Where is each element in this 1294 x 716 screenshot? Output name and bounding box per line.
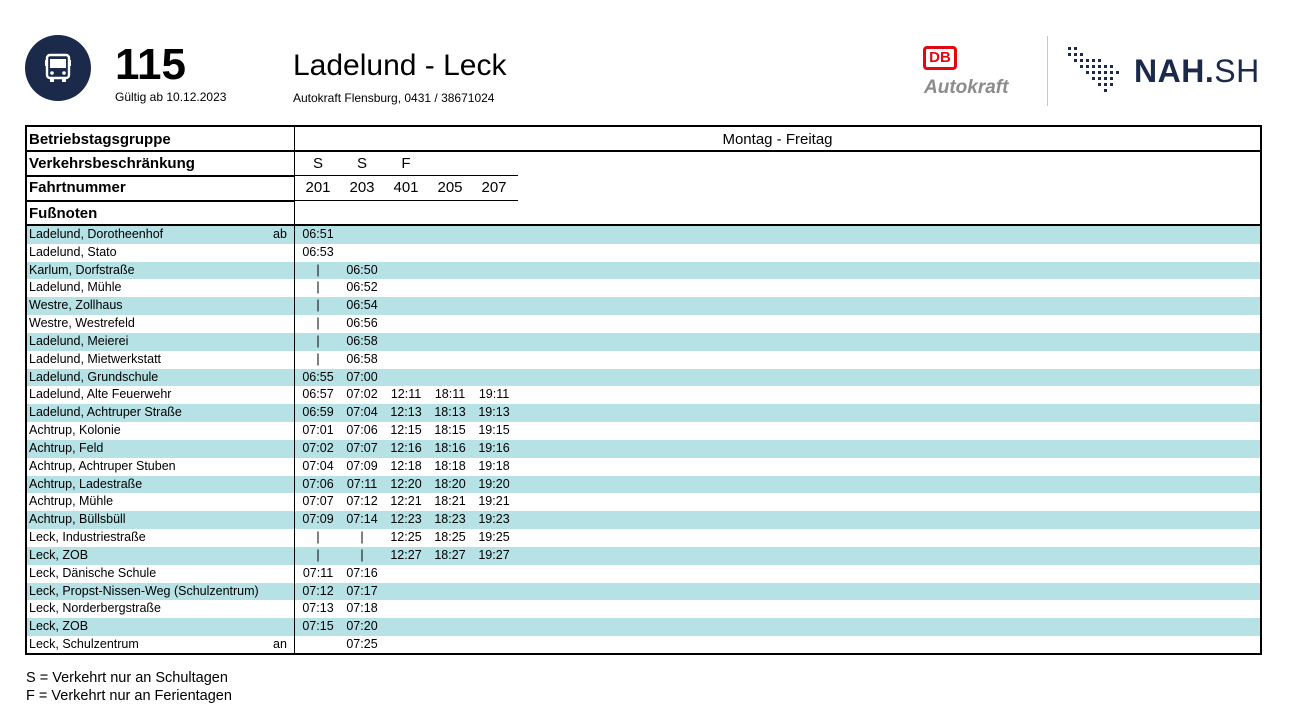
- time-cell: 07:07: [302, 494, 334, 509]
- stop-name: Ladelund, Stato: [29, 244, 117, 259]
- time-cell: 07:01: [302, 423, 334, 438]
- table-row: [27, 386, 1260, 404]
- time-cell: 07:00: [346, 369, 378, 384]
- time-cell: 19:16: [478, 440, 510, 455]
- time-cell: |: [316, 298, 320, 313]
- stop-name: Ladelund, Mietwerkstatt: [29, 351, 162, 366]
- time-cell: 18:18: [434, 458, 466, 473]
- table-row: [27, 279, 1260, 297]
- time-cell: 19:25: [478, 530, 510, 545]
- stop-name: Leck, Schulzentrum: [29, 637, 139, 652]
- operator-info: Autokraft Flensburg, 0431 / 38671024: [293, 91, 495, 105]
- time-cell: 07:06: [346, 423, 378, 438]
- time-cell: 06:58: [346, 333, 378, 348]
- trip-number-cell: 205: [437, 179, 463, 196]
- time-cell: 07:14: [346, 512, 378, 527]
- time-cell: 18:20: [434, 476, 466, 491]
- table-row: [27, 547, 1260, 565]
- label-restriction: Verkehrsbeschränkung: [29, 155, 195, 172]
- stop-name: Ladelund, Grundschule: [29, 369, 159, 384]
- time-cell: 06:56: [346, 316, 378, 331]
- time-cell: 07:25: [346, 637, 378, 652]
- stop-name: Achtrup, Mühle: [29, 494, 114, 509]
- time-cell: 19:21: [478, 494, 510, 509]
- stop-name: Karlum, Dorfstraße: [29, 262, 135, 277]
- stop-name: Ladelund, Dorotheenhof: [29, 227, 164, 241]
- time-cell: 07:02: [346, 387, 378, 402]
- restriction-cell: F: [401, 155, 411, 172]
- table-row: [27, 244, 1260, 262]
- table-row: [27, 333, 1260, 351]
- time-cell: 06:54: [346, 298, 378, 313]
- table-row: [27, 600, 1260, 618]
- header-rule: [295, 175, 518, 176]
- label-group: Betriebstagsgruppe: [29, 131, 171, 148]
- time-cell: 06:50: [346, 262, 378, 277]
- time-cell: 19:20: [478, 476, 510, 491]
- time-cell: |: [316, 547, 320, 562]
- trip-number-cell: 203: [349, 179, 375, 196]
- time-cell: 18:15: [434, 423, 466, 438]
- time-cell: |: [316, 280, 320, 295]
- time-cell: 07:04: [302, 458, 334, 473]
- time-cell: 18:27: [434, 547, 466, 562]
- bus-logo: [25, 35, 91, 101]
- label-footnotes: Fußnoten: [29, 205, 98, 222]
- time-cell: |: [316, 530, 320, 545]
- table-row: [27, 636, 1260, 654]
- stop-flag: ab: [273, 227, 287, 241]
- time-cell: 06:51: [302, 227, 334, 241]
- autokraft-logo: Autokraft: [924, 77, 1009, 98]
- restriction-cell: S: [356, 155, 367, 172]
- stop-name: Ladelund, Alte Feuerwehr: [29, 387, 172, 402]
- weekday-range: Montag - Freitag: [722, 131, 833, 148]
- header-rule: [27, 200, 295, 202]
- stop-name: Ladelund, Meierei: [29, 333, 129, 348]
- table-row: [27, 458, 1260, 476]
- time-cell: 07:09: [302, 512, 334, 527]
- restriction-cell: S: [312, 155, 323, 172]
- time-cell: 12:25: [390, 530, 422, 545]
- table-row: [27, 529, 1260, 547]
- route-title: Ladelund - Leck: [293, 49, 507, 82]
- time-cell: 12:27: [390, 547, 422, 562]
- time-cell: 07:13: [302, 601, 334, 616]
- time-cell: 07:17: [346, 583, 378, 598]
- table-row: [27, 493, 1260, 511]
- stop-name: Achtrup, Achtruper Stuben: [29, 458, 176, 473]
- time-cell: 12:15: [390, 423, 422, 438]
- time-cell: 06:52: [346, 280, 378, 295]
- footnote-s: S = Verkehrt nur an Schultagen: [26, 670, 228, 686]
- time-cell: 06:58: [346, 351, 378, 366]
- trip-number-cell: 207: [481, 179, 507, 196]
- stop-name: Leck, Propst-Nissen-Weg (Schulzentrum): [29, 583, 259, 598]
- time-cell: 06:53: [302, 244, 334, 259]
- db-logo: DB: [923, 46, 957, 70]
- time-cell: 07:11: [346, 476, 378, 491]
- table-row: [27, 315, 1260, 333]
- table-row: [27, 511, 1260, 529]
- table-row: [27, 440, 1260, 458]
- time-cell: 19:13: [478, 405, 510, 420]
- valid-from: Gültig ab 10.12.2023: [115, 90, 227, 104]
- time-cell: 12:13: [390, 405, 422, 420]
- stop-name: Westre, Zollhaus: [29, 298, 123, 313]
- time-cell: 07:06: [302, 476, 334, 491]
- time-cell: 07:16: [346, 565, 378, 580]
- time-cell: 07:18: [346, 601, 378, 616]
- time-cell: 07:12: [302, 583, 334, 598]
- table-row: [27, 262, 1260, 280]
- time-cell: 12:11: [390, 387, 422, 402]
- time-cell: 07:09: [346, 458, 378, 473]
- table-row: [27, 583, 1260, 601]
- time-cell: 18:13: [434, 405, 466, 420]
- time-cell: 18:11: [434, 387, 466, 402]
- table-row: [27, 404, 1260, 422]
- time-cell: 12:21: [390, 494, 422, 509]
- bus-icon: [42, 52, 74, 84]
- time-cell: 19:15: [478, 423, 510, 438]
- time-cell: 06:57: [302, 387, 334, 402]
- table-row: [27, 297, 1260, 315]
- table-row: [27, 369, 1260, 387]
- header-rule: [27, 175, 295, 177]
- time-cell: 06:55: [302, 369, 334, 384]
- timetable: [25, 125, 1262, 655]
- table-row: [27, 565, 1260, 583]
- stop-name: Ladelund, Achtruper Straße: [29, 405, 182, 420]
- stop-name: Westre, Westrefeld: [29, 316, 135, 331]
- time-cell: 12:23: [390, 512, 422, 527]
- nah-logo-suffix: SH: [1214, 53, 1260, 89]
- schleswig-holstein-map-icon: [1066, 45, 1126, 97]
- time-cell: |: [316, 262, 320, 277]
- time-cell: 07:15: [302, 619, 334, 634]
- table-row: [27, 618, 1260, 636]
- time-cell: 07:20: [346, 619, 378, 634]
- header-rule: [27, 150, 1260, 152]
- stop-name: Leck, Norderbergstraße: [29, 601, 162, 616]
- stop-name: Leck, Industriestraße: [29, 530, 146, 545]
- table-row: [27, 422, 1260, 440]
- stop-name: Achtrup, Büllsbüll: [29, 512, 126, 527]
- stop-name: Ladelund, Mühle: [29, 280, 122, 295]
- time-cell: 07:04: [346, 405, 378, 420]
- line-number: 115: [115, 40, 186, 89]
- stop-flag: an: [273, 637, 287, 652]
- footnote-f: F = Verkehrt nur an Ferientagen: [26, 688, 232, 704]
- table-row: [27, 351, 1260, 369]
- time-cell: 19:27: [478, 547, 510, 562]
- stop-name: Leck, ZOB: [29, 619, 89, 634]
- nah-logo-main: NAH.: [1134, 53, 1215, 89]
- time-cell: 18:23: [434, 512, 466, 527]
- logo-divider: [1047, 36, 1048, 106]
- time-cell: |: [360, 547, 364, 562]
- time-cell: 12:18: [390, 458, 422, 473]
- time-cell: |: [316, 333, 320, 348]
- time-cell: 07:11: [302, 565, 334, 580]
- stop-name: Achtrup, Feld: [29, 440, 104, 455]
- stop-separator: [294, 226, 295, 653]
- time-cell: 12:20: [390, 476, 422, 491]
- stop-name: Leck, ZOB: [29, 547, 89, 562]
- header-rule: [295, 200, 518, 201]
- time-cell: 07:07: [346, 440, 378, 455]
- time-cell: 19:23: [478, 512, 510, 527]
- time-cell: 18:21: [434, 494, 466, 509]
- label-trip-number: Fahrtnummer: [29, 179, 126, 196]
- time-cell: 18:25: [434, 530, 466, 545]
- table-row: [27, 476, 1260, 494]
- time-cell: 18:16: [434, 440, 466, 455]
- nah-sh-logo: [1134, 53, 1260, 89]
- table-row: [27, 226, 1260, 244]
- trip-number-cell: 201: [305, 179, 331, 196]
- time-cell: 07:02: [302, 440, 334, 455]
- time-cell: |: [316, 316, 320, 331]
- time-cell: 19:18: [478, 458, 510, 473]
- time-cell: 12:16: [390, 440, 422, 455]
- time-cell: 07:12: [346, 494, 378, 509]
- trip-number-cell: 401: [393, 179, 419, 196]
- time-cell: 06:59: [302, 405, 334, 420]
- time-cell: |: [360, 530, 364, 545]
- stop-name: Achtrup, Kolonie: [29, 423, 121, 438]
- time-cell: |: [316, 351, 320, 366]
- time-cell: 19:11: [478, 387, 510, 402]
- stop-name: Leck, Dänische Schule: [29, 565, 157, 580]
- stop-name: Achtrup, Ladestraße: [29, 476, 143, 491]
